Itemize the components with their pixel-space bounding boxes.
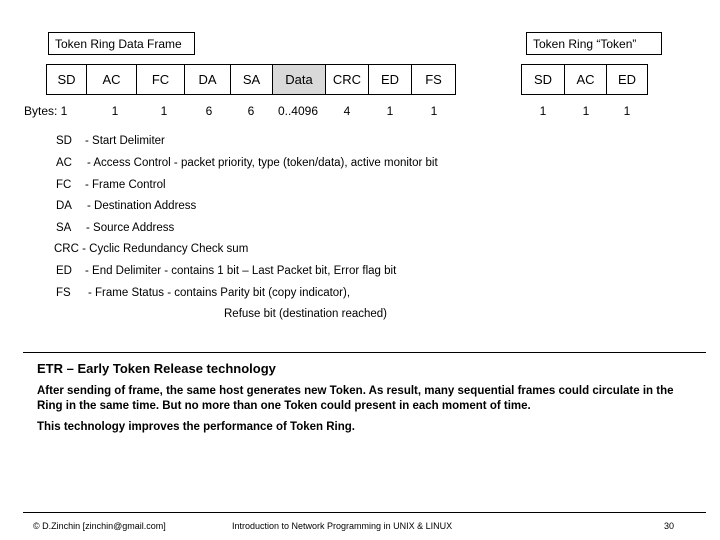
- footer-author: © D.Zinchin [zinchin@gmail.com]: [33, 521, 166, 531]
- token-header: [526, 32, 662, 55]
- field-sd: SD: [46, 64, 87, 95]
- definition-da: DA - Destination Address: [56, 200, 197, 212]
- bytes-token-ed: 1: [623, 104, 631, 118]
- token-field-sd: SD: [521, 64, 565, 95]
- definition-fc: FC - Frame Control: [56, 179, 166, 191]
- bytes-crc: 4: [343, 104, 351, 118]
- definition-ed: ED - End Delimiter - contains 1 bit – Last Packet bit, Error flag bit: [56, 265, 397, 277]
- footer-course: Introduction to Network Programming in UNIX & LINUX: [232, 521, 453, 531]
- bytes-ac: 1: [111, 104, 119, 118]
- field-sa: SA: [230, 64, 273, 95]
- etr-title: ETR – Early Token Release technology: [37, 361, 276, 376]
- definition-crc: CRC - Cyclic Redundancy Check sum: [54, 243, 249, 255]
- token-header-label: Token Ring “Token”: [533, 37, 637, 51]
- field-da: DA: [184, 64, 231, 95]
- bytes-label: Bytes: 1: [24, 104, 68, 118]
- divider-top: [23, 352, 706, 353]
- definition-fs-continuation: Refuse bit (destination reached): [224, 308, 388, 320]
- definition-sd: SD - Start Delimiter: [56, 135, 165, 147]
- token-field-ed: ED: [606, 64, 648, 95]
- bytes-ed: 1: [386, 104, 394, 118]
- field-fs: FS: [411, 64, 456, 95]
- bytes-sa: 6: [247, 104, 255, 118]
- field-ac: AC: [86, 64, 137, 95]
- divider-bottom: [23, 512, 706, 513]
- token-field-ac: AC: [564, 64, 607, 95]
- etr-paragraph-1: After sending of frame, the same host generates new Token. As result, many sequential frames could circulate in the Ring in the same time. But no more than one Token could present in each moment of time.: [37, 385, 674, 412]
- definition-ac: AC - Access Control - packet priority, type (token/data), active monitor bit: [56, 157, 438, 169]
- data-frame-header: [48, 32, 195, 55]
- field-ed: ED: [368, 64, 412, 95]
- bytes-fc: 1: [160, 104, 168, 118]
- bytes-data: 0..4096: [277, 104, 319, 118]
- field-data: Data: [272, 64, 326, 95]
- field-crc: CRC: [325, 64, 369, 95]
- definition-sa: SA - Source Address: [56, 222, 175, 234]
- data-frame-header-label: Token Ring Data Frame: [55, 37, 182, 51]
- bytes-token-ac: 1: [582, 104, 590, 118]
- definition-fs: FS - Frame Status - contains Parity bit (copy indicator),: [56, 287, 351, 299]
- bytes-token-sd: 1: [539, 104, 547, 118]
- footer-page-number: 30: [664, 521, 675, 531]
- etr-paragraph-2: This technology improves the performance of Token Ring.: [37, 421, 355, 433]
- bytes-da: 6: [205, 104, 213, 118]
- field-fc: FC: [136, 64, 185, 95]
- bytes-fs: 1: [430, 104, 438, 118]
